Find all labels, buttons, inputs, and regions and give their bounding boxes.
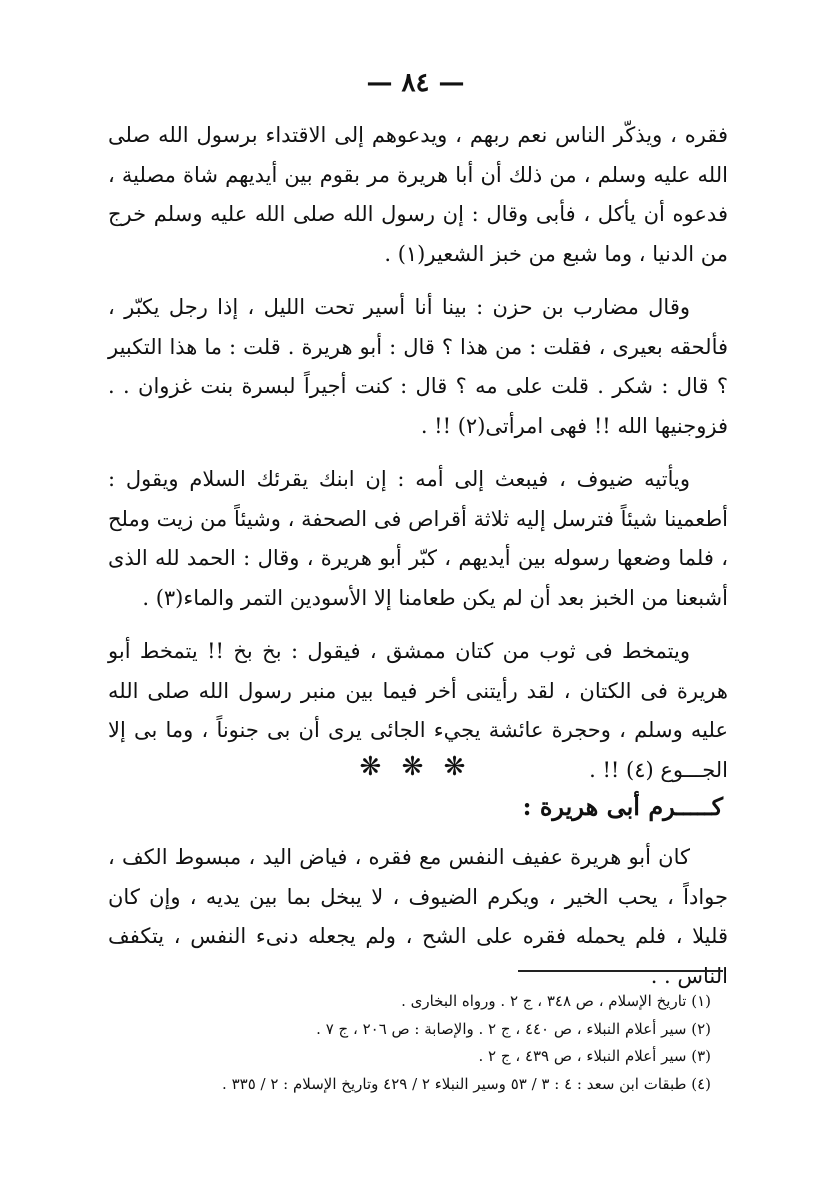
paragraph-mudarib: وقال مضارب بن حزن : بينا أنا أسير تحت الليل ، إذا رجل يكبّر ، فألحقه بعيرى ، فقلت : من هذا ؟ قال : أبو هريرة . قلت : ما هذا التكبير ؟ قال : شكر . قلت على مه ؟ قال : كنت أجيراً لبسرة بنت غزوان . . فزوجنيها الله !! فهى امرأتى(٢) !! . bbox=[108, 295, 728, 438]
section-title: كـــــرم أبى هريرة : bbox=[522, 792, 723, 821]
section-separator: ❋ ❋ ❋ bbox=[359, 752, 472, 782]
paragraph-generosity: كان أبو هريرة عفيف النفس مع فقره ، فياض اليد ، مبسوط الكف ، جواداً ، يحب الخير ، ويكرم الضيوف ، لا يبخل بما بين يديه ، وإن كان قليلا ، فلم يحمله فقره على الشح ، ولم يجعله دنىء النفس ، يتكفف الناس . . bbox=[108, 845, 728, 988]
footnote-4: (٤) طبقات ابن سعد : ٤ : ٣ / ٥٣ وسير النبلاء ٢ / ٤٢٩ وتاريخ الإسلام : ٢ / ٣٣٥ . bbox=[222, 1074, 711, 1093]
footnote-1: (١) تاريخ الإسلام ، ص ٣٤٨ ، ج ٢ . ورواه البخارى . bbox=[401, 992, 711, 1010]
section-body bbox=[108, 838, 728, 996]
footnotes bbox=[91, 988, 711, 1098]
paragraph-linen: ويتمخط فى ثوب من كتان ممشق ، فيقول : بخ بخ !! يتمخط أبو هريرة فى الكتان ، لقد رأيتنى أخر فيما بين منبر رسول الله صلى الله عليه وسلم ، وحجرة عائشة يجيء الجائى يرى أن بى جنوناً ، وما بى إلا الجـــوع (٤) !! . bbox=[108, 639, 728, 782]
paragraph-guests: ويأتيه ضيوف ، فيبعث إلى أمه : إن ابنك يقرئك السلام ويقول : أطعمينا شيئاً فترسل إليه ثلاثة أقراص فى الصحفة ، وشيئاً من زيت وملح ، فلما وضعها رسوله بين أيديهم ، كبّر أبو هريرة ، وقال : الحمد لله الذى أشبعنا من الخبز بعد أن لم يكن طعامنا إلا الأسودين التمر والماء(٣) . bbox=[108, 467, 728, 610]
footnote-3: (٣) سير أعلام النبلاء ، ص ٤٣٩ ، ج ٢ . bbox=[478, 1047, 711, 1065]
footnote-rule bbox=[518, 970, 723, 972]
body-text bbox=[108, 116, 728, 790]
footnote-2: (٢) سير أعلام النبلاء ، ص ٤٤٠ ، ج ٢ . والإصابة : ص ٢٠٦ ، ج ٧ . bbox=[316, 1019, 711, 1038]
page-number: — ٨٤ — bbox=[366, 68, 465, 98]
paragraph-continuation: فقره ، ويذكّر الناس نعم ربهم ، ويدعوهم إلى الاقتداء برسول الله صلى الله عليه وسلم ، من ذلك أن أبا هريرة مر بقوم بين أيديهم شاة مصلية ، فدعوه أن يأكل ، فأبى وقال : إن رسول الله صلى الله عليه وسلم خرج من الدنيا ، وما شبع من خبز الشعير(١) . bbox=[108, 123, 728, 266]
